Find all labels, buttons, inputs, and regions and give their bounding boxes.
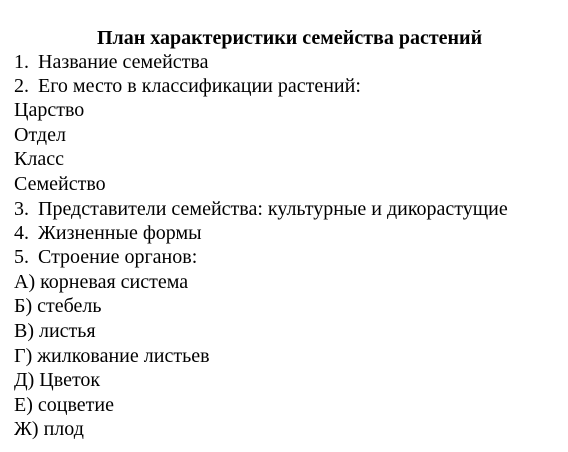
item-text: Название семейства bbox=[38, 51, 209, 73]
organ-item-flower: Д) Цветок bbox=[14, 369, 101, 391]
organ-item-fruit: Ж) плод bbox=[14, 418, 84, 440]
classification-level-kingdom: Царство bbox=[14, 99, 85, 121]
numbered-item-1 bbox=[14, 51, 208, 73]
classification-level-class: Класс bbox=[14, 148, 64, 170]
item-text: Жизненные формы bbox=[38, 222, 202, 244]
classification-level-division: Отдел bbox=[14, 124, 66, 146]
organ-item-inflorescence: Е) соцветие bbox=[14, 394, 114, 416]
item-text: Представители семейства: культурные и дикорастущие bbox=[38, 198, 508, 220]
classification-level-family: Семейство bbox=[14, 173, 106, 195]
item-text: Его место в классификации растений: bbox=[38, 75, 361, 97]
numbered-item-2 bbox=[14, 75, 361, 97]
organ-item-root-system: А) корневая система bbox=[14, 271, 189, 293]
organ-item-leaves: В) листья bbox=[14, 320, 96, 342]
item-number: 1. bbox=[14, 51, 29, 73]
item-number: 2. bbox=[14, 75, 29, 97]
item-number: 4. bbox=[14, 222, 29, 244]
item-number: 3. bbox=[14, 198, 29, 220]
document-title: План характеристики семейства растений bbox=[97, 27, 483, 49]
numbered-item-5 bbox=[14, 246, 197, 268]
numbered-item-4 bbox=[14, 222, 202, 244]
item-number: 5. bbox=[14, 246, 29, 268]
numbered-item-3 bbox=[14, 198, 508, 220]
organ-item-stem: Б) стебель bbox=[14, 295, 102, 317]
organ-item-venation: Г) жилкование листьев bbox=[14, 345, 210, 367]
item-text: Строение органов: bbox=[38, 246, 198, 268]
